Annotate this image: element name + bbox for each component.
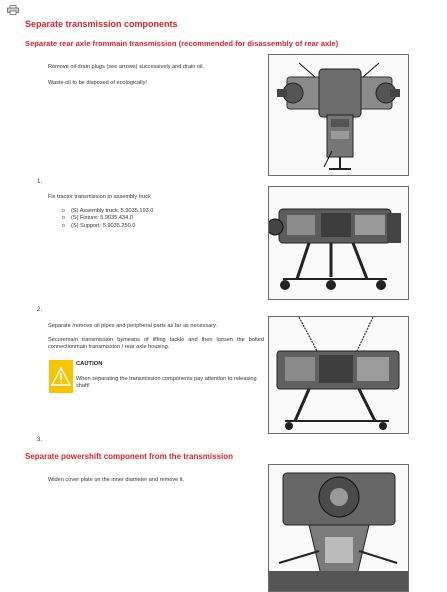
step3-instruction-2: Securemain transmission bymeans of lifting tackle and then loosen the bolted connectionmain transmission / rear axle housing. xyxy=(48,337,264,351)
step-number-1: 1. xyxy=(37,179,43,185)
list-item: o (S) Assembly truck: 5.9035.193.0 xyxy=(60,208,250,215)
step4-instruction: Widen cover plate on the inner diameter and remove it. xyxy=(48,477,185,483)
caution-title: CAUTION xyxy=(76,361,103,367)
step1-photo xyxy=(268,54,409,176)
warning-triangle-icon xyxy=(49,360,73,393)
assembly-truck-illustration xyxy=(269,187,408,299)
step2-tool-list xyxy=(60,208,250,230)
list-item: o (S) Fixture: 5.9035.434.0 xyxy=(60,215,250,222)
list-item: o (S) Support: 5.9035.250.0 xyxy=(60,223,250,230)
step4-photo xyxy=(268,464,409,592)
step2-instruction: Fix tractor transmission to assembly truck xyxy=(48,194,151,200)
step1-instruction-1: Remove oil drain plugs (see arrows) successively and drain oil. xyxy=(48,64,205,70)
step2-photo xyxy=(268,186,409,300)
section-heading-powershift: Separate powershift component from the transmission xyxy=(25,452,234,461)
printer-icon[interactable] xyxy=(7,5,19,15)
step-number-3: 3. xyxy=(37,437,43,443)
caution-notice xyxy=(49,360,268,393)
powershift-cover-illustration xyxy=(269,465,408,591)
step3-instruction-1: Separate /remove oil pipes and peripheral parts as far as necessary. xyxy=(48,323,218,329)
rear-axle-drain-plug-illustration xyxy=(269,55,408,175)
lifting-tackle-illustration xyxy=(269,317,408,433)
step-number-2: 2. xyxy=(37,307,43,313)
step1-instruction-2: Waste oil to be disposed of ecologically! xyxy=(48,80,147,86)
step3-photo xyxy=(268,316,409,434)
caution-text: When separating the transmission components pay attention to releasing shaft! xyxy=(76,376,257,390)
section-heading-rear-axle: Separate rear axle frommain transmission (recommended for disassembly of rear axle) xyxy=(25,39,339,48)
page-title: Separate transmission components xyxy=(25,19,178,29)
